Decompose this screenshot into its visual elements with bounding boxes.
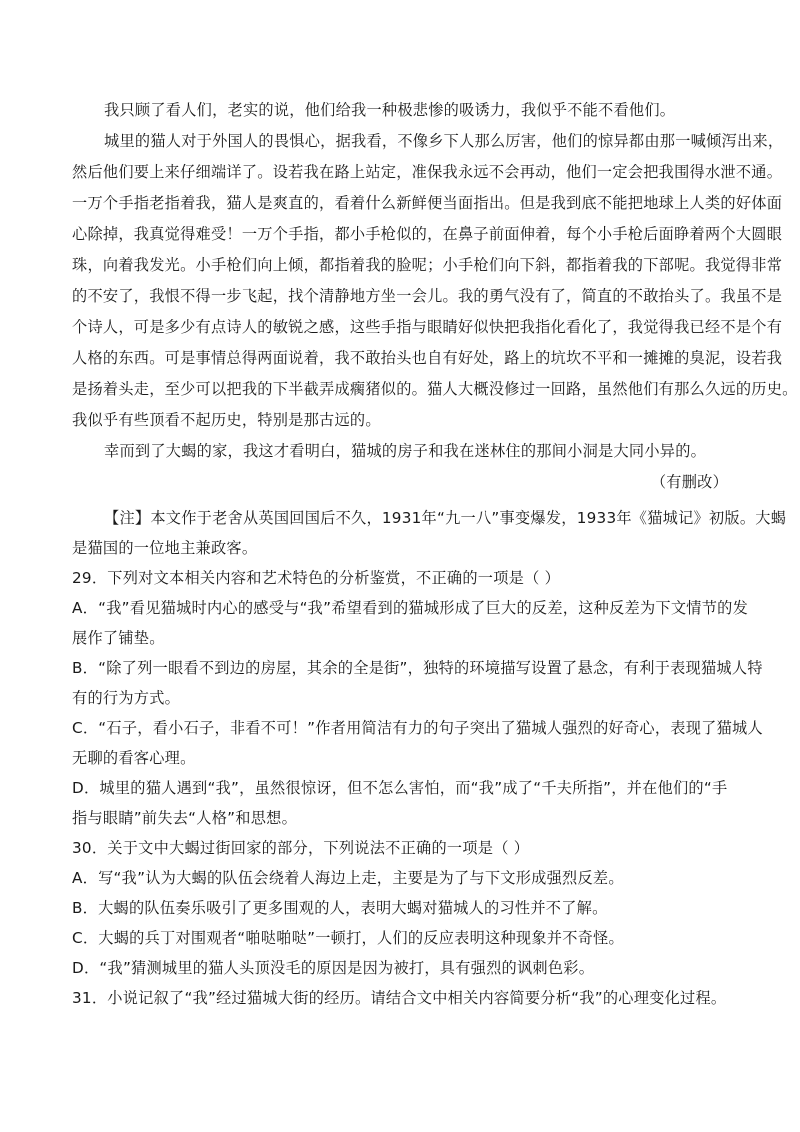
annotation-note: 【注】本文作于老舍从英国回国后不久，1931年“九一八”事变爆发，1933年《猫城记》初版。大蝎	[104, 509, 787, 527]
passage-line: 个诗人，可是多少有点诗人的敏锐之感，这些手指与眼睛好似快把我指化看化了，我觉得我已经不是个有	[72, 318, 783, 336]
passage-line: 是扬着头走，至少可以把我的下半截弄成瘸猪似的。猫人大概没修过一回路，虽然他们有那么久远的历史。	[72, 380, 798, 398]
q30-option-d: D．“我”猜测城里的猫人头顶没毛的原因是因为被打，具有强烈的讽刺色彩。	[72, 959, 595, 977]
q30-option-b: B．大蝎的队伍奏乐吸引了更多围观的人，表明大蝎对猫城人的习性并不了解。	[72, 899, 608, 917]
passage-line: 幸而到了大蝎的家，我这才看明白，猫城的房子和我在迷林住的那间小洞是大同小异的。	[104, 442, 707, 460]
passage-line: 的不安了，我恨不得一步飞起，找个清静地方坐一会儿。我的勇气没有了，简直的不敢抬头了。我虽不是	[72, 287, 783, 305]
passage-line: 我似乎有些顶看不起历史，特别是那古远的。	[72, 411, 381, 429]
source-note: （有删改）	[650, 473, 728, 491]
passage-line: 珠，向着我发光。小手枪们向上倾，都指着我的脸呢；小手枪们向下斜，都指着我的下部呢。我觉得非常	[72, 256, 783, 274]
q29-option-b: B．“除了列一眼看不到边的房屋，其余的全是街”，独特的环境描写设置了悬念，有利于表现猫城人特	[72, 659, 763, 677]
q29-option-d: D．城里的猫人遇到“我”，虽然很惊讶，但不怎么害怕，而“我”成了“千夫所指”，并在他们的“手	[72, 779, 728, 797]
q29-option-c: C．“石子，看小石子，非看不可！”作者用简洁有力的句子突出了猫城人强烈的好奇心，表现了猫城人	[72, 719, 763, 737]
passage-line: 一万个手指老指着我，猫人是爽直的，看着什么新鲜便当面指出。但是我到底不能把地球上人类的好体面	[72, 194, 783, 212]
q29-option-d: 指与眼睛”前失去“人格”和思想。	[72, 809, 298, 827]
q29-option-a: A．“我”看见猫城时内心的感受与“我”希望看到的猫城形成了巨大的反差，这种反差为下文情节的发	[72, 599, 749, 617]
q30-option-a: A．写“我”认为大蝎的队伍会绕着人海边上走，主要是为了与下文形成强烈反差。	[72, 869, 624, 887]
passage-line: 然后他们要上来仔细端详了。设若我在路上站定，准保我永远不会再动，他们一定会把我围得水泄不通。	[72, 163, 783, 181]
q29-option-c: 无聊的看客心理。	[72, 749, 196, 767]
q30-option-c: C．大蝎的兵丁对围观者“啪哒啪哒”一顿打，人们的反应表明这种现象并不奇怪。	[72, 929, 624, 947]
annotation-note: 是猫国的一位地主兼政客。	[72, 539, 258, 557]
q29-option-b: 有的行为方式。	[72, 689, 181, 707]
passage-line: 城里的猫人对于外国人的畏惧心，据我看，不像乡下人那么厉害，他们的惊异都由那一喊倾泻出来，	[104, 132, 784, 150]
passage-line: 我只顾了看人们，老实的说，他们给我一种极悲惨的吸诱力，我似乎不能不看他们。	[104, 101, 676, 119]
passage-line: 心除掉，我真觉得难受！一万个手指，都小手枪似的，在鼻子前面伸着，每个小手枪后面睁着两个大圆眼	[72, 225, 783, 243]
question-31-stem: 31．小说记叙了“我”经过猫城大街的经历。请结合文中相关内容简要分析“我”的心理变化过程。	[72, 989, 727, 1007]
question-30-stem: 30．关于文中大蝎过街回家的部分，下列说法不正确的一项是（ ）	[72, 839, 530, 857]
q29-option-a: 展作了铺垫。	[72, 629, 165, 647]
question-29-stem: 29．下列对文本相关内容和艺术特色的分析鉴赏，不正确的一项是（ ）	[72, 569, 561, 587]
passage-line: 人格的东西。可是事情总得两面说着，我不敢抬头也自有好处，路上的坑坎不平和一摊摊的臭泥，设若我	[72, 349, 783, 367]
